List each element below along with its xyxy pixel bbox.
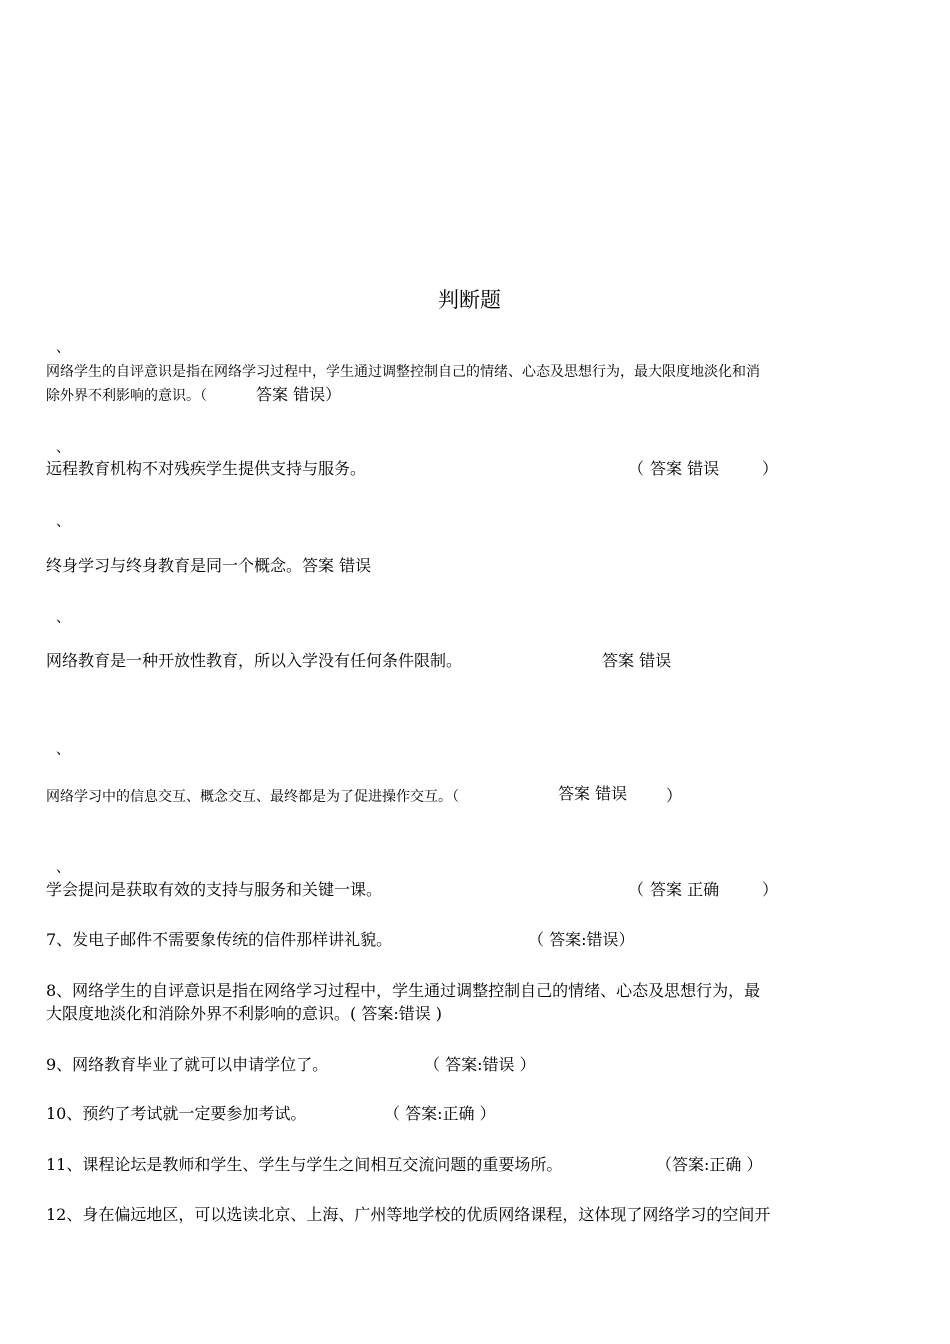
question-9-text: 9、网络教育毕业了就可以申请学位了。 <box>46 1055 329 1074</box>
question-12-line-1: 12、身在偏远地区，可以选读北京、上海、广州等地学校的优质网络课程，这体现了网络学习的空间开 <box>46 1205 771 1224</box>
question-4-answer: 答案 错误 <box>602 651 672 670</box>
question-1-line-2: 除外界不利影响的意识。（ <box>46 388 207 404</box>
enumeration-mark: 、 <box>56 860 70 876</box>
question-6-text: 学会提问是获取有效的支持与服务和关键一课。 <box>46 880 383 899</box>
question-2-close-paren: ） <box>762 459 779 478</box>
question-6-close-paren: ） <box>762 880 779 899</box>
question-1-line-1: 网络学生的自评意识是指在网络学习过程中，学生通过调整控制自己的情绪、心态及思想行为，最大限度地淡化和消 <box>46 364 760 380</box>
question-8-line-2: 大限度地淡化和消除外界不利影响的意识。( 答案:错误 ) <box>46 1004 443 1023</box>
question-8-line-1: 8、网络学生的自评意识是指在网络学习过程中，学生通过调整控制自己的情绪、心态及思想行为，最 <box>46 981 761 1000</box>
question-9-answer: （ 答案:错误 ） <box>424 1055 536 1074</box>
question-7-text: 7、发电子邮件不需要象传统的信件那样讲礼貌。 <box>46 930 393 949</box>
question-5-answer: 答案 错误 <box>558 784 628 803</box>
question-2-open-paren: （ <box>628 459 645 478</box>
page-title: 判断题 <box>438 288 501 312</box>
question-6-answer: 答案 正确 <box>650 880 720 899</box>
question-5-text: 网络学习中的信息交互、概念交互、最终都是为了促进操作交互。（ <box>46 789 459 805</box>
enumeration-mark: 、 <box>56 742 70 758</box>
question-2-text: 远程教育机构不对残疾学生提供支持与服务。 <box>46 459 367 478</box>
question-7-answer: （ 答案:错误） <box>528 930 635 949</box>
question-5-close-paren: ） <box>666 786 683 805</box>
question-4-text: 网络教育是一种开放性教育，所以入学没有任何条件限制。 <box>46 651 463 670</box>
question-1-answer: 答案 错误） <box>256 385 342 404</box>
question-3-text: 终身学习与终身教育是同一个概念。答案 错误 <box>46 556 372 575</box>
question-11-text: 11、课程论坛是教师和学生、学生与学生之间相互交流问题的重要场所。 <box>46 1155 563 1174</box>
enumeration-mark: 、 <box>56 610 70 626</box>
enumeration-mark: 、 <box>56 340 70 356</box>
question-10-answer: （ 答案:正确 ） <box>384 1104 496 1123</box>
question-10-text: 10、预约了考试就一定要参加考试。 <box>46 1104 307 1123</box>
enumeration-mark: 、 <box>56 440 70 456</box>
question-6-open-paren: （ <box>628 880 645 899</box>
question-11-answer: （答案:正确 ） <box>656 1155 763 1174</box>
enumeration-mark: 、 <box>56 514 70 530</box>
question-2-answer: 答案 错误 <box>650 459 720 478</box>
